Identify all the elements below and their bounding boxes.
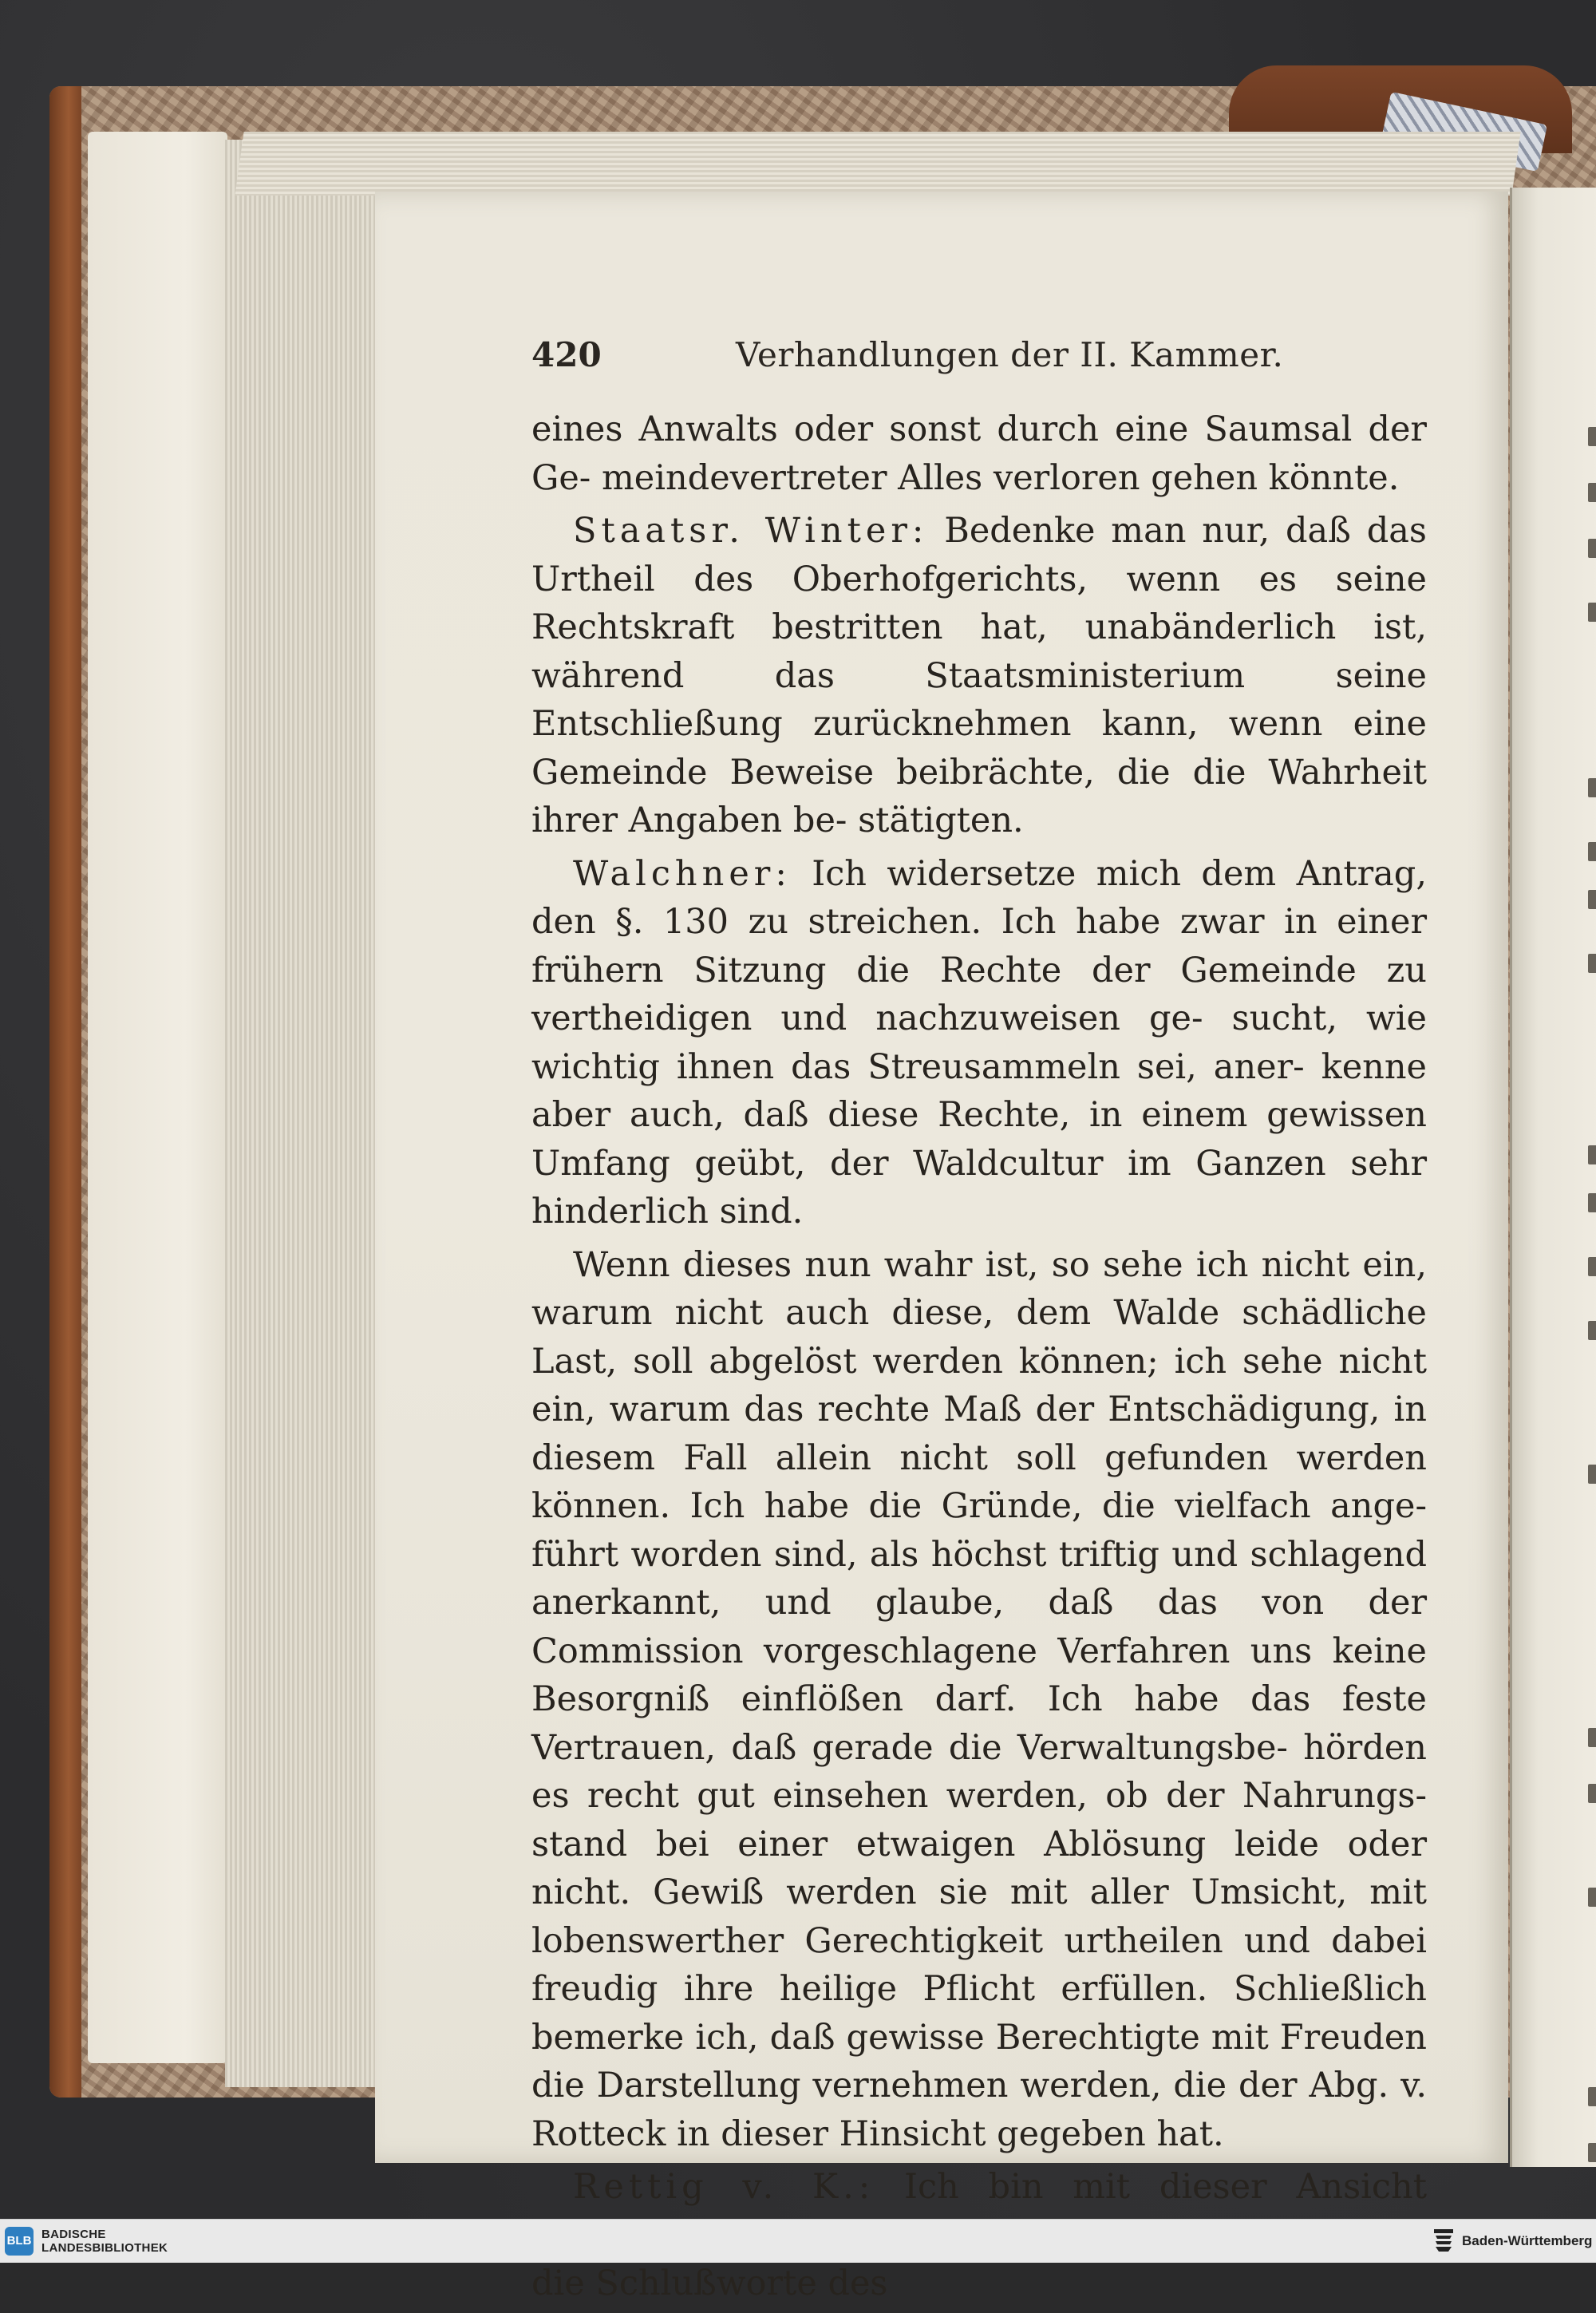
book-spine-leather bbox=[49, 86, 81, 2098]
page-header bbox=[531, 335, 1427, 383]
text-line: der Entschädigung, in diesem Fall allein nicht soll gefunden bbox=[531, 1390, 1427, 1478]
next-page-glyph bbox=[1588, 2143, 1596, 2162]
next-page-glyph bbox=[1588, 1784, 1596, 1803]
text-line: eines Anwalts oder sonst durch eine Saumsal der Ge- bbox=[531, 409, 1427, 498]
text-line: Ich bin mit dieser Ansicht bbox=[904, 2167, 1427, 2207]
text-line: hörden es recht gut einsehen werden, ob der Nahrungs- bbox=[531, 1727, 1427, 1816]
next-page-glyph bbox=[1588, 1193, 1596, 1212]
text-line: Wenn dieses nun wahr ist, so sehe ich nicht ein, warum bbox=[531, 1244, 1427, 1333]
speaker-name: Staatsr. Winter: bbox=[573, 511, 929, 551]
text-line: Beweise beibrächte, die die Wahrheit ihrer Angaben be- bbox=[531, 752, 1427, 840]
page-edges bbox=[225, 140, 393, 2087]
next-page-glyph bbox=[1588, 1888, 1596, 1907]
text-line: werden sie mit aller Umsicht, mit lobenswerther Gerechtigkeit bbox=[531, 1872, 1428, 1961]
text-line: Ich widersetze mich dem Antrag, den §. 130 bbox=[531, 853, 1427, 942]
next-page-glyph bbox=[1588, 890, 1596, 909]
next-page-glyph bbox=[1588, 2087, 1596, 2106]
page-edges-top bbox=[235, 132, 1520, 196]
text-line: meindevertreter Alles verloren gehen könnte. bbox=[602, 457, 1400, 498]
next-page-glyph bbox=[1588, 539, 1596, 558]
text-line: nicht auch diese, dem Walde schädliche Last, soll abgelöst bbox=[531, 1293, 1427, 1382]
next-page-glyph bbox=[1588, 427, 1596, 446]
text-line: Bedenke man nur, daß das Urtheil bbox=[531, 511, 1427, 599]
text-line: Schließlich bemerke ich, daß gewisse Berechtigte mit Freuden bbox=[531, 1969, 1428, 2058]
text-line: zu streichen. Ich habe zwar in einer frühern Sitzung die bbox=[531, 902, 1428, 990]
text-line: die Schlußworte des bbox=[531, 2264, 888, 2303]
next-page-glyph bbox=[1588, 778, 1596, 797]
next-page-glyph bbox=[1588, 1728, 1596, 1747]
speaker-name: Walchner: bbox=[573, 853, 792, 894]
text-line: stätigten. bbox=[858, 801, 1024, 840]
next-page-edge bbox=[1510, 188, 1596, 2167]
next-page-glyph bbox=[1588, 1145, 1596, 1164]
library-name-line2: LANDESBIBLIOTHEK bbox=[41, 2241, 168, 2255]
baden-wuerttemberg-emblem-icon bbox=[1432, 2228, 1456, 2255]
text-line: des Oberhofgerichts, wenn es seine Rechtskraft bestritten bbox=[531, 559, 1427, 647]
next-page-glyph bbox=[1588, 1465, 1596, 1484]
text-line: sucht, wie wichtig ihnen das Streusammeln sei, aner- bbox=[531, 998, 1427, 1087]
text-line: hat, unabänderlich ist, während das Staatsministerium bbox=[531, 607, 1428, 696]
footer-bar bbox=[0, 2219, 1596, 2263]
library-name-line1: BADISCHE bbox=[41, 2228, 106, 2241]
next-page-glyph bbox=[1588, 1257, 1596, 1276]
text-line: werden können; ich sehe nicht ein, warum das rechte Maß bbox=[531, 1341, 1427, 1429]
text-line: Rechte der Gemeinde zu vertheidigen und nachzuweisen ge- bbox=[531, 950, 1427, 1038]
region-name[interactable]: Baden-Württemberg bbox=[1462, 2233, 1593, 2248]
text-line: werden können. Ich habe die Gründe, die vielfach ange- bbox=[531, 1437, 1427, 1526]
page-number: 420 bbox=[531, 335, 602, 374]
text-line: die Darstellung vernehmen werden, die der Abg. v. Rotteck bbox=[531, 2066, 1427, 2154]
paragraph bbox=[531, 405, 1427, 502]
text-line: führt worden sind, als höchst triftig und schlagend anerkannt, bbox=[531, 1534, 1427, 1623]
text-line: seine Entschließung zurücknehmen kann, wenn eine Gemeinde bbox=[531, 655, 1428, 793]
next-page-glyph bbox=[1588, 603, 1596, 622]
text-line: in dieser Hinsicht gegeben hat. bbox=[677, 2113, 1224, 2154]
text-line: Verfahren uns keine Besorgniß einflößen darf. Ich habe bbox=[531, 1631, 1427, 1719]
text-line: stand bei einer etwaigen Ablösung leide oder nicht. Gewiß bbox=[531, 1824, 1427, 1912]
text-line: geübt, der Waldcultur im Ganzen sehr hinderlich sind. bbox=[531, 1143, 1427, 1232]
text-line: und glaube, daß das von der Commission vorgeschlagene bbox=[531, 1583, 1427, 1671]
library-name[interactable] bbox=[41, 2228, 168, 2255]
paragraph bbox=[531, 507, 1427, 845]
text-line: urtheilen und dabei freudig ihre heilige Pflicht erfüllen. bbox=[531, 1920, 1427, 2009]
next-page-glyph bbox=[1588, 483, 1596, 502]
blb-logo[interactable]: BLB bbox=[5, 2227, 34, 2256]
next-page-glyph bbox=[1588, 954, 1596, 973]
speaker-name: Rettig v. K.: bbox=[573, 2167, 875, 2207]
paragraph bbox=[531, 1241, 1427, 2159]
next-page-glyph bbox=[1588, 842, 1596, 861]
endpaper bbox=[88, 132, 227, 2063]
running-head: Verhandlungen der II. Kammer. bbox=[736, 335, 1284, 374]
text-line: das feste Vertrauen, daß gerade die Verwaltungsbe- bbox=[531, 1679, 1427, 1768]
text-line: kenne aber auch, daß diese Rechte, in einem gewissen Umfang bbox=[531, 1046, 1427, 1184]
next-page-glyph bbox=[1588, 1321, 1596, 1340]
page-body bbox=[531, 405, 1427, 2313]
paragraph bbox=[531, 850, 1427, 1236]
